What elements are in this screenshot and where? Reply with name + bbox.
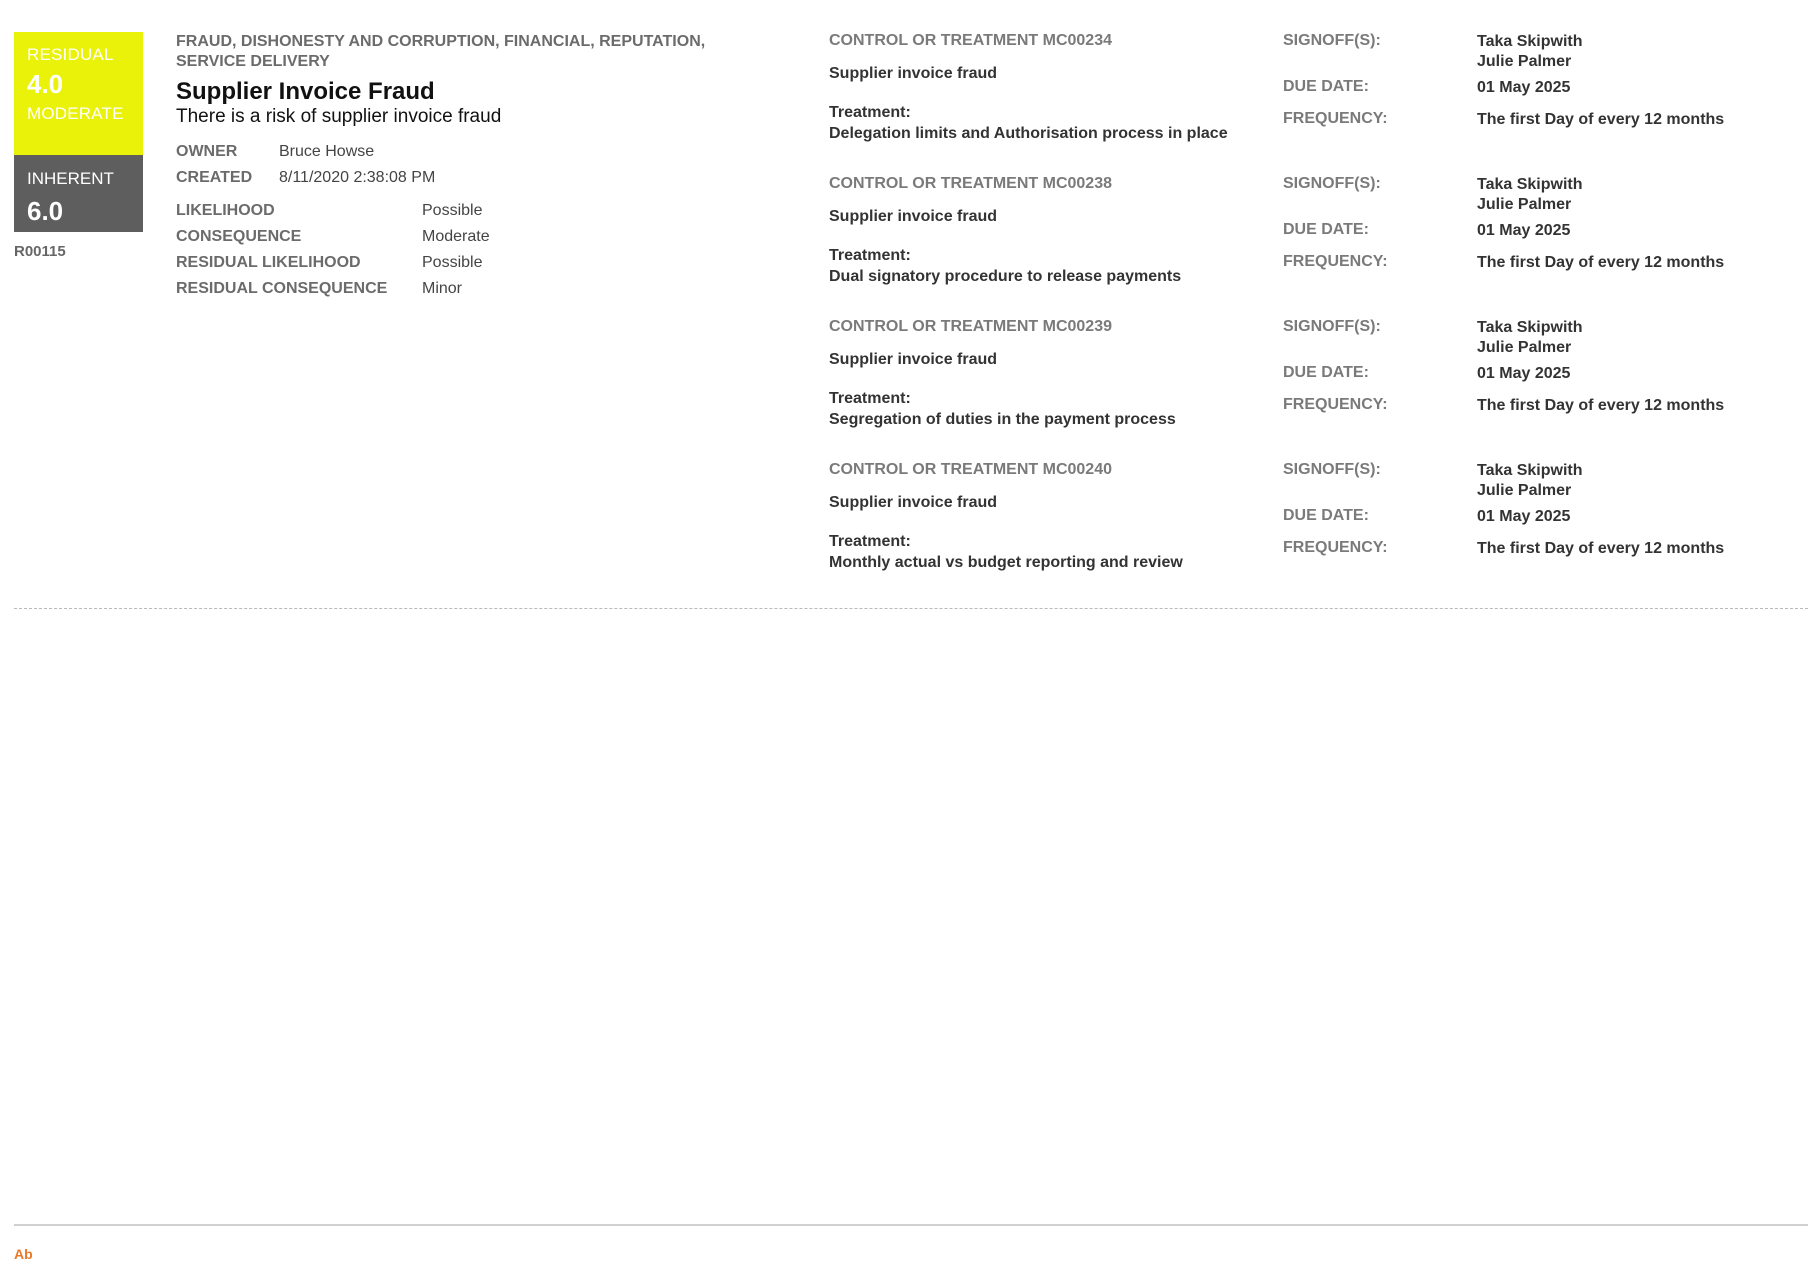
- due-date-label: DUE DATE:: [1283, 78, 1369, 95]
- signoff-label: SIGNOFF(S):: [1283, 318, 1381, 335]
- frequency-value: The first Day of every 12 months: [1477, 254, 1725, 271]
- due-date-value: 01 May 2025: [1477, 508, 1571, 525]
- treatment-label: Treatment:: [829, 247, 911, 264]
- created-value: 8/11/2020 2:38:08 PM: [279, 169, 436, 186]
- risk-description: There is a risk of supplier invoice fraud: [176, 106, 502, 127]
- control-heading: CONTROL OR TREATMENT MC00238: [829, 175, 1112, 192]
- treatment-text: Dual signatory procedure to release payments: [829, 268, 1182, 285]
- created-label: CREATED: [176, 169, 253, 186]
- signoff-label: SIGNOFF(S):: [1283, 461, 1381, 478]
- signoff-name: Taka Skipwith: [1477, 319, 1583, 336]
- residual-score-badge: [14, 32, 143, 155]
- frequency-label: FREQUENCY:: [1283, 253, 1388, 270]
- footer-logo-icon: Ab: [14, 1246, 33, 1262]
- residual-consequence-label: RESIDUAL CONSEQUENCE: [176, 280, 388, 297]
- inherent-score-badge: [14, 155, 143, 232]
- owner-label: OWNER: [176, 143, 238, 160]
- signoff-name: Julie Palmer: [1477, 482, 1572, 499]
- signoff-name: Taka Skipwith: [1477, 33, 1583, 50]
- signoff-name: Julie Palmer: [1477, 53, 1572, 70]
- control-name: Supplier invoice fraud: [829, 494, 998, 511]
- frequency-value: The first Day of every 12 months: [1477, 397, 1725, 414]
- risk-categories: FRAUD, DISHONESTY AND CORRUPTION, FINANCIAL, REPUTATION, SERVICE DELIVERY: [176, 33, 706, 70]
- due-date-value: 01 May 2025: [1477, 365, 1571, 382]
- treatment-text: Delegation limits and Authorisation process in place: [829, 125, 1228, 142]
- treatment-label: Treatment:: [829, 104, 911, 121]
- frequency-label: FREQUENCY:: [1283, 110, 1388, 127]
- control-heading: CONTROL OR TREATMENT MC00234: [829, 32, 1112, 49]
- frequency-label: FREQUENCY:: [1283, 396, 1388, 413]
- due-date-value: 01 May 2025: [1477, 222, 1571, 239]
- residual-label: RESIDUAL: [27, 45, 114, 64]
- frequency-label: FREQUENCY:: [1283, 539, 1388, 556]
- risk-title: Supplier Invoice Fraud: [176, 78, 435, 105]
- signoff-name: Julie Palmer: [1477, 196, 1572, 213]
- treatment-text: Monthly actual vs budget reporting and review: [829, 554, 1183, 571]
- residual-likelihood-value: Possible: [422, 254, 483, 271]
- signoff-name: Julie Palmer: [1477, 339, 1572, 356]
- treatment-label: Treatment:: [829, 533, 911, 550]
- section-divider: [14, 608, 1808, 609]
- treatment-text: Segregation of duties in the payment process: [829, 411, 1176, 428]
- inherent-value: 6.0: [27, 196, 64, 226]
- signoff-label: SIGNOFF(S):: [1283, 32, 1381, 49]
- due-date-label: DUE DATE:: [1283, 364, 1369, 381]
- residual-likelihood-label: RESIDUAL LIKELIHOOD: [176, 254, 361, 271]
- likelihood-label: LIKELIHOOD: [176, 202, 275, 219]
- treatment-label: Treatment:: [829, 390, 911, 407]
- residual-rating: MODERATE: [27, 104, 124, 123]
- signoff-name: Taka Skipwith: [1477, 176, 1583, 193]
- control-name: Supplier invoice fraud: [829, 208, 998, 225]
- residual-value: 4.0: [27, 69, 64, 99]
- signoff-label: SIGNOFF(S):: [1283, 175, 1381, 192]
- residual-consequence-value: Minor: [422, 280, 463, 297]
- due-date-label: DUE DATE:: [1283, 221, 1369, 238]
- frequency-value: The first Day of every 12 months: [1477, 540, 1725, 557]
- footer-divider: [14, 1224, 1808, 1226]
- control-heading: CONTROL OR TREATMENT MC00240: [829, 461, 1112, 478]
- control-name: Supplier invoice fraud: [829, 65, 998, 82]
- control-heading: CONTROL OR TREATMENT MC00239: [829, 318, 1112, 335]
- consequence-label: CONSEQUENCE: [176, 228, 302, 245]
- consequence-value: Moderate: [422, 228, 490, 245]
- inherent-label: INHERENT: [27, 169, 114, 188]
- due-date-label: DUE DATE:: [1283, 507, 1369, 524]
- due-date-value: 01 May 2025: [1477, 79, 1571, 96]
- likelihood-value: Possible: [422, 202, 483, 219]
- frequency-value: The first Day of every 12 months: [1477, 111, 1725, 128]
- signoff-name: Taka Skipwith: [1477, 462, 1583, 479]
- owner-value: Bruce Howse: [279, 143, 375, 160]
- control-name: Supplier invoice fraud: [829, 351, 998, 368]
- risk-id: R00115: [14, 243, 66, 260]
